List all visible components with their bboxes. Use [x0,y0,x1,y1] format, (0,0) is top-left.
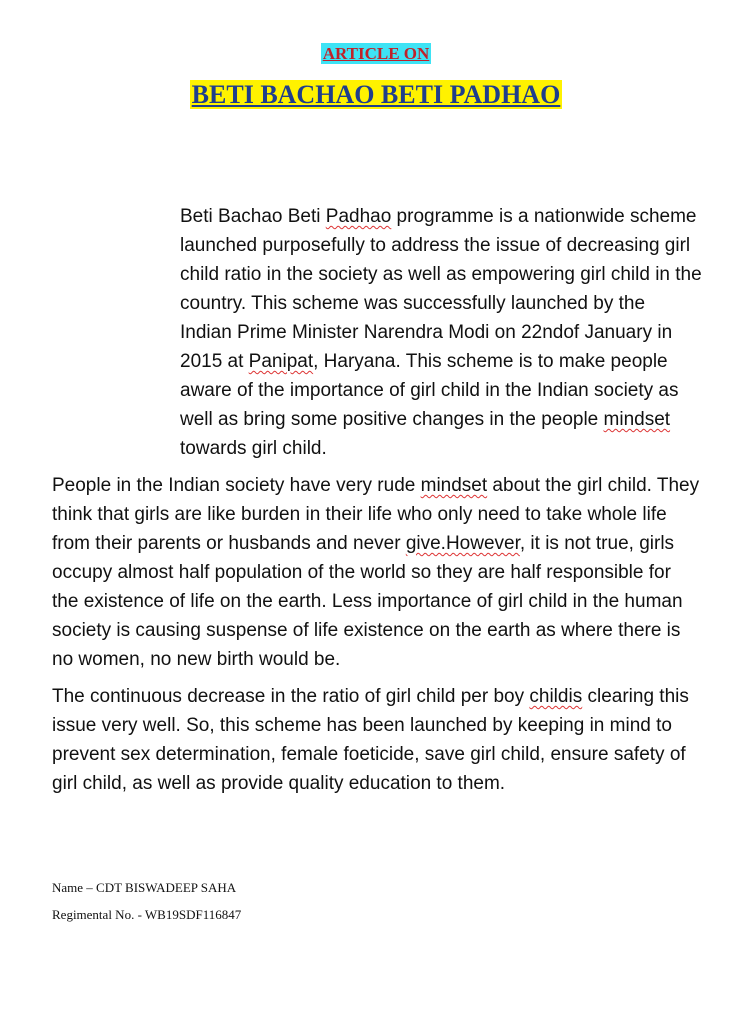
p2-spell-flag: mindset [420,475,488,496]
p2-spell-flag-2: give.However [405,533,520,554]
article-body [52,202,702,806]
title-text: BETI BACHAO BETI PADHAO [191,80,561,109]
signature-regimental: Regimental No. - WB19SDF116847 [52,907,242,922]
p1-text-a: Beti Bachao Beti [180,206,326,227]
p1-spell-flag: Padhao [325,206,392,227]
p1-text-e: , Haryana. This scheme is to make people aware of the importance of girl child in the Indian society as well as bring some positive changes in the people [180,351,679,430]
p2-text-e: , it is not true, girls occupy almost half population of the world so they are half responsible for the existence of life on the earth. Less importance of girl child in the human society is causing suspense of life existence on the earth as where there is no women, no new birth would be. [52,533,683,670]
p2-text-a: People in the Indian society have very rude [52,475,421,496]
p1-text-g: towards girl child. [180,438,327,459]
title-heading [0,80,752,110]
p1-text-c: programme is a nationwide scheme launched purposefully to address the issue of decreasing girl child ratio in the society as well as empowering girl child in the country. This scheme was successfully launched by the Indian Prime Minister Narendra Modi on 22ndof January in 2015 at [180,206,702,372]
subtitle-text: ARTICLE ON [322,44,430,63]
signature-name: Name – CDT BISWADEEP SAHA [52,880,237,895]
paragraph-2 [52,471,702,674]
p1-spell-flag-2: Panipat [248,351,314,372]
subtitle-heading [0,44,752,64]
p1-spell-flag-3: mindset [603,409,671,430]
paragraph-3 [52,682,702,798]
p3-spell-flag: childis [529,686,583,707]
p3-text-c: clearing this issue very well. So, this scheme has been launched by keeping in mind to prevent sex determination, female foeticide, save girl child, ensure safety of girl child, as well as provide quality education to them. [52,686,689,794]
p3-text-a: The continuous decrease in the ratio of girl child per boy [52,686,530,707]
p2-text-c: about the girl child. They think that girls are like burden in their life who only need to take whole life from their parents or husbands and never [52,475,700,554]
paragraph-1 [52,202,702,463]
